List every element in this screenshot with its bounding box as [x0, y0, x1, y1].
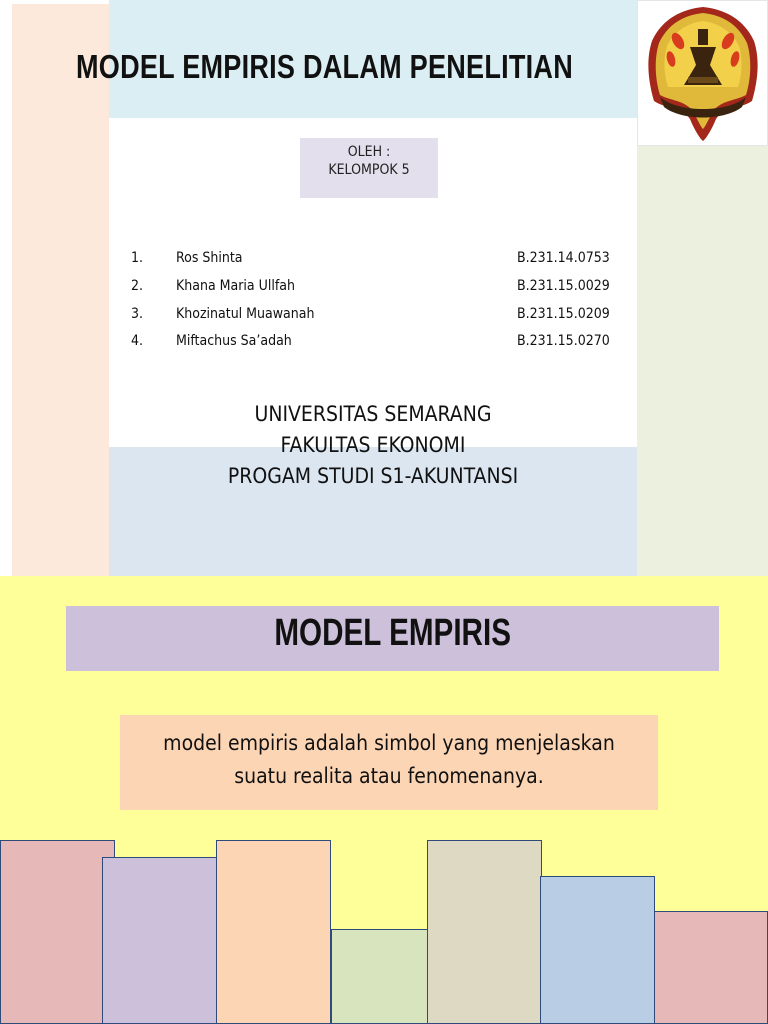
decor-block: [0, 840, 115, 1024]
decor-block: [540, 876, 655, 1024]
member-nim: B.231.14.0753: [517, 250, 610, 266]
oleh-label: OLEH :: [347, 144, 391, 160]
university-name: UNIVERSITAS SEMARANG: [254, 402, 492, 426]
university-logo: [637, 0, 768, 146]
definition-line-1: model empiris adalah simbol yang menjelaskan: [163, 731, 615, 755]
green-side-bar: [637, 146, 768, 576]
decor-block: [427, 840, 542, 1024]
decor-block: [331, 929, 428, 1024]
member-name: Khana Maria Ullfah: [176, 278, 295, 294]
member-nim: B.231.15.0029: [517, 278, 610, 294]
group-label-box: [300, 138, 438, 198]
member-no: 3.: [131, 306, 144, 322]
member-name: Miftachus Sa’adah: [176, 333, 292, 349]
section-title: [66, 612, 719, 655]
faculty-name: FAKULTAS EKONOMI: [280, 433, 466, 457]
definition-line-2: suatu realita atau fenomenanya.: [234, 764, 544, 788]
decor-block: [102, 857, 218, 1024]
decor-block: [654, 911, 768, 1024]
member-nim: B.231.15.0270: [517, 333, 610, 349]
decor-block: [216, 840, 331, 1024]
member-no: 2.: [131, 278, 144, 294]
university-seal-icon: [638, 1, 768, 147]
group-name: KELOMPOK 5: [328, 162, 410, 178]
program-name: PROGAM STUDI S1-AKUNTANSI: [227, 464, 519, 488]
member-nim: B.231.15.0209: [517, 306, 610, 322]
member-name: Ros Shinta: [176, 250, 243, 266]
presentation-title: MODEL EMPIRIS DALAM PENELITIAN: [76, 48, 573, 85]
peach-side-bar: [12, 4, 109, 576]
definition-box: [120, 715, 658, 810]
member-name: Khozinatul Muawanah: [176, 306, 315, 322]
member-no: 1.: [131, 250, 144, 266]
institution-block: [109, 399, 637, 492]
section-title-text: MODEL EMPIRIS: [274, 612, 511, 654]
member-no: 4.: [131, 333, 144, 349]
